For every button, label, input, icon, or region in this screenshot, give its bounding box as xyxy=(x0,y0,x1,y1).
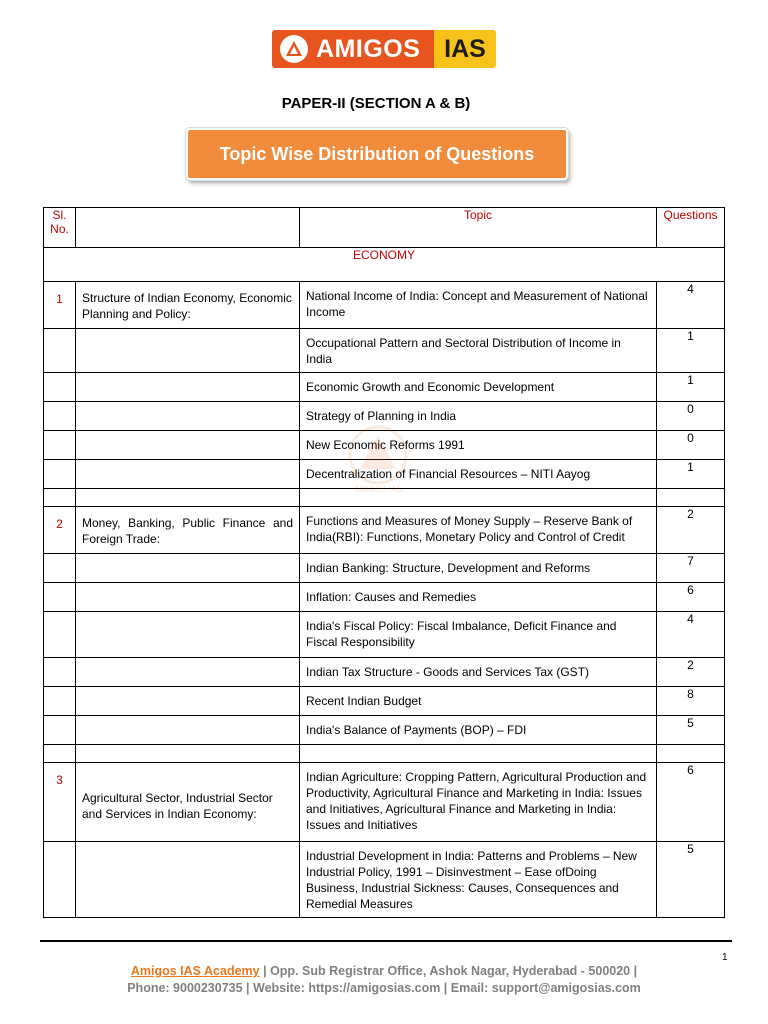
area-cell: Money, Banking, Public Finance and Foreign Trade: xyxy=(76,507,300,554)
questions-cell: 4 xyxy=(657,612,725,658)
logo-suffix-block xyxy=(434,30,496,68)
header-topic: Topic xyxy=(300,208,657,248)
topic-cell: India's Fiscal Policy: Fiscal Imbalance, Deficit Finance and Fiscal Responsibility xyxy=(300,612,657,658)
table-row xyxy=(44,612,725,658)
sl-no-cell xyxy=(44,431,76,460)
questions-cell: 8 xyxy=(657,687,725,716)
topic-cell xyxy=(300,745,657,763)
logo-suffix-text: IAS xyxy=(444,34,486,63)
sl-no-cell xyxy=(44,554,76,583)
sl-no-cell: 2 xyxy=(44,507,76,554)
topic-cell: Occupational Pattern and Sectoral Distribution of Income in India xyxy=(300,329,657,373)
banner-text: Topic Wise Distribution of Questions xyxy=(219,143,535,164)
topic-cell: Recent Indian Budget xyxy=(300,687,657,716)
area-cell xyxy=(76,329,300,373)
sl-no-cell xyxy=(44,612,76,658)
table-row xyxy=(44,282,725,329)
table-row xyxy=(44,745,725,763)
questions-cell xyxy=(657,745,725,763)
table-row xyxy=(44,687,725,716)
area-cell: Agricultural Sector, Industrial Sector and Services in Indian Economy: xyxy=(76,763,300,842)
amigos-ias-logo xyxy=(272,30,496,68)
logo-brand-block xyxy=(272,30,434,68)
questions-cell xyxy=(657,489,725,507)
page-number: 1 xyxy=(722,952,728,963)
area-cell xyxy=(76,583,300,612)
area-cell xyxy=(76,658,300,687)
watermark-text: AMIGOS IAS xyxy=(353,485,402,494)
table-row xyxy=(44,658,725,687)
sl-no-cell xyxy=(44,329,76,373)
header-questions: Questions xyxy=(657,208,725,248)
area-cell xyxy=(76,687,300,716)
topic-cell: Indian Banking: Structure, Development and Reforms xyxy=(300,554,657,583)
topic-cell: Economic Growth and Economic Development xyxy=(300,373,657,402)
topic-cell: Strategy of Planning in India xyxy=(300,402,657,431)
logo-brand-text: AMIGOS xyxy=(316,34,421,63)
topic-cell: Industrial Development in India: Patterns and Problems – New Industrial Policy, 1991 – Disinvestment – Ease ofDoing Business, Industrial Sickness: Causes, Consequences and Remedial Measures xyxy=(300,842,657,918)
topic-cell: Inflation: Causes and Remedies xyxy=(300,583,657,612)
area-cell xyxy=(76,554,300,583)
table-row xyxy=(44,763,725,842)
sl-no-cell xyxy=(44,460,76,489)
area-cell xyxy=(76,612,300,658)
topic-cell: New Economic Reforms 1991 xyxy=(300,431,657,460)
topic-banner xyxy=(186,128,568,180)
section-title: ECONOMY xyxy=(44,248,725,282)
sl-no-cell xyxy=(44,658,76,687)
questions-cell: 6 xyxy=(657,583,725,612)
table-row xyxy=(44,583,725,612)
paper-title: PAPER-II (SECTION A & B) xyxy=(281,95,471,112)
table-row xyxy=(44,507,725,554)
questions-cell: 2 xyxy=(657,507,725,554)
topic-distribution-table xyxy=(43,207,725,918)
area-cell xyxy=(76,842,300,918)
questions-cell: 0 xyxy=(657,402,725,431)
table-row xyxy=(44,373,725,402)
area-cell xyxy=(76,745,300,763)
section-row xyxy=(44,248,725,282)
topic-cell: India's Balance of Payments (BOP) – FDI xyxy=(300,716,657,745)
questions-cell: 1 xyxy=(657,329,725,373)
questions-cell: 1 xyxy=(657,373,725,402)
area-cell xyxy=(76,373,300,402)
questions-cell: 5 xyxy=(657,716,725,745)
questions-cell: 4 xyxy=(657,282,725,329)
questions-cell: 2 xyxy=(657,658,725,687)
sl-no-cell: 3 xyxy=(44,763,76,842)
sl-no-cell xyxy=(44,402,76,431)
watermark-logo xyxy=(338,425,418,505)
logo-emblem-icon xyxy=(280,35,308,63)
sl-no-cell xyxy=(44,687,76,716)
topic-cell: Functions and Measures of Money Supply – Reserve Bank of India(RBI): Functions, Monetary Policy and Control of Credit xyxy=(300,507,657,554)
sl-no-cell xyxy=(44,373,76,402)
area-cell xyxy=(76,402,300,431)
sl-no-cell xyxy=(44,842,76,918)
questions-cell: 0 xyxy=(657,431,725,460)
sl-no-cell xyxy=(44,583,76,612)
sl-no-cell: 1 xyxy=(44,282,76,329)
table-row xyxy=(44,716,725,745)
header-sl-no: Sl. No. xyxy=(44,208,76,248)
area-cell: Structure of Indian Economy, Economic Planning and Policy: xyxy=(76,282,300,329)
footer xyxy=(0,963,768,997)
area-cell xyxy=(76,460,300,489)
academy-link[interactable]: Amigos IAS Academy xyxy=(130,964,260,978)
topic-cell: Indian Agriculture: Cropping Pattern, Agricultural Production and Productivity, Agricultural Finance and Marketing in India: Issues and Initiatives, Agricultural Finance and Marketing in India: Issues and Initiatives xyxy=(300,763,657,842)
questions-cell: 1 xyxy=(657,460,725,489)
header-area xyxy=(76,208,300,248)
sl-no-cell xyxy=(44,745,76,763)
table-row xyxy=(44,554,725,583)
questions-cell: 6 xyxy=(657,763,725,842)
questions-cell: 5 xyxy=(657,842,725,918)
footer-address: | Opp. Sub Registrar Office, Ashok Nagar, Hyderabad - 500020 | xyxy=(259,964,638,978)
sl-no-cell xyxy=(44,716,76,745)
footer-line-2: Phone: 9000230735 | Website: https://amigosias.com | Email: support@amigosias.com xyxy=(127,981,641,995)
table-row xyxy=(44,842,725,918)
footer-line-1 xyxy=(0,963,768,980)
table-header-row xyxy=(44,208,725,248)
topic-cell: National Income of India: Concept and Measurement of National Income xyxy=(300,282,657,329)
questions-cell: 7 xyxy=(657,554,725,583)
topic-cell: Decentralization of Financial Resources – NITI Aayog xyxy=(300,460,657,489)
area-cell xyxy=(76,716,300,745)
area-cell xyxy=(76,489,300,507)
topic-cell: Indian Tax Structure - Goods and Services Tax (GST) xyxy=(300,658,657,687)
table-row xyxy=(44,329,725,373)
area-cell xyxy=(76,431,300,460)
footer-divider xyxy=(40,940,732,942)
sl-no-cell xyxy=(44,489,76,507)
